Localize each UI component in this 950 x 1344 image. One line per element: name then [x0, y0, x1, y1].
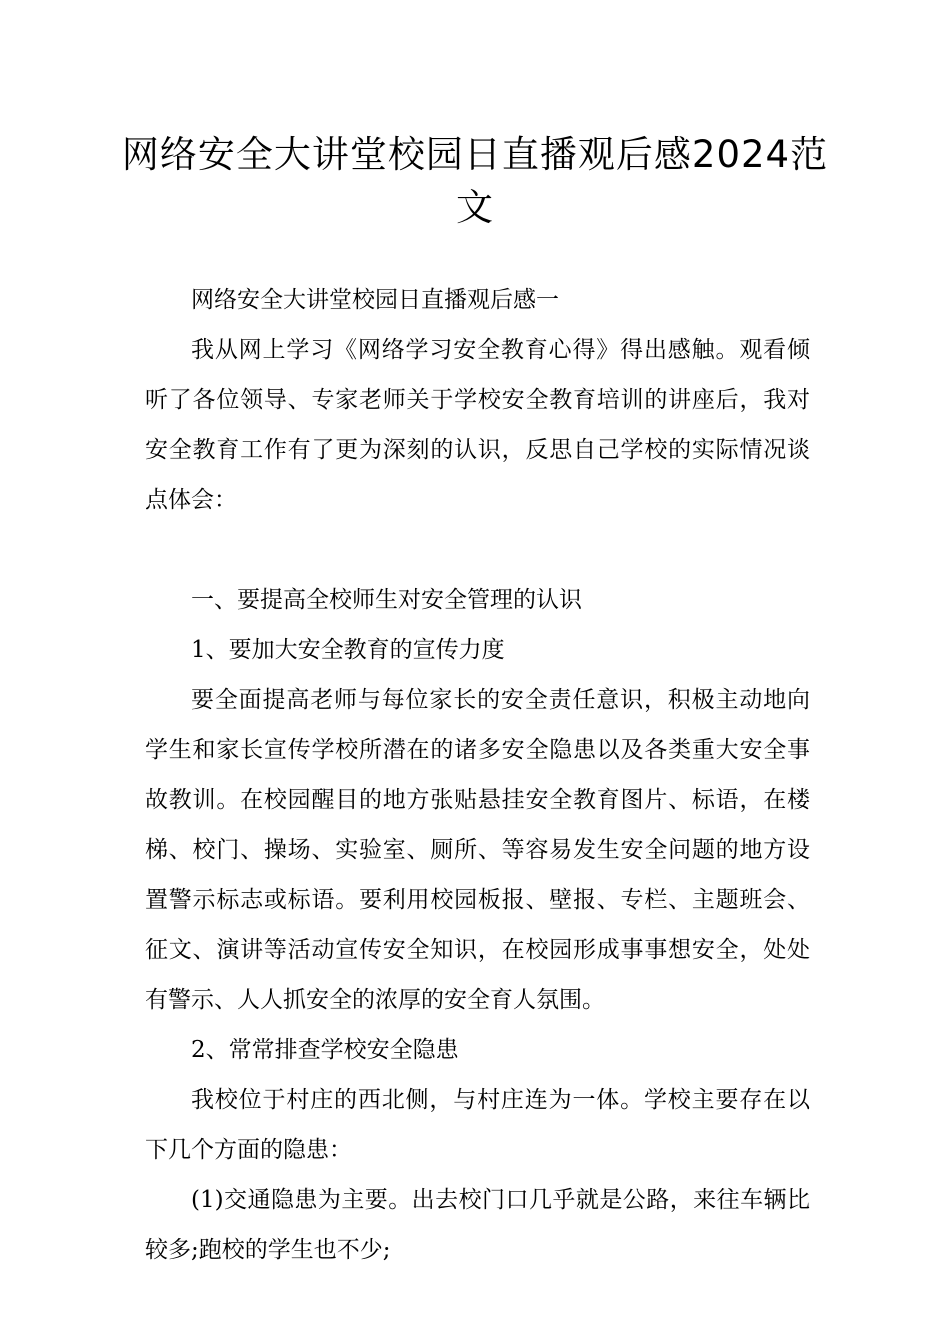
document-body: [145, 275, 810, 1275]
paragraph-location: 我校位于村庄的西北侧，与村庄连为一体。学校主要存在以下几个方面的隐患：: [145, 1087, 810, 1163]
paragraph-intro: 我从网上学习《网络学习安全教育心得》得出感触。观看倾听了各位领导、专家老师关于学校安全教育培训的讲座后，我对安全教育工作有了更为深刻的认识，反思自己学校的实际情况谈点体会：: [145, 337, 810, 513]
subsection-heading: 1、要加大安全教育的宣传力度: [191, 637, 505, 663]
paragraph-traffic: (1)交通隐患为主要。出去校门口几乎就是公路，来往车辆比较多;跑校的学生也不少;: [145, 1187, 810, 1263]
document-title: 网络安全大讲堂校园日直播观后感2024范文: [121, 133, 829, 229]
subsection-heading: 2、常常排查学校安全隐患: [191, 1037, 459, 1063]
section-heading: 网络安全大讲堂校园日直播观后感一: [191, 287, 559, 313]
paragraph-publicity: 要全面提高老师与每位家长的安全责任意识，积极主动地向学生和家长宣传学校所潜在的诸多安全隐患以及各类重大安全事故教训。在校园醒目的地方张贴悬挂安全教育图片、标语，在楼梯、校门、操场、实验室、厕所、等容易发生安全问题的地方设置警示标志或标语。要利用校园板报、壁报、专栏、主题班会、征文、演讲等活动宣传安全知识，在校园形成事事想安全，处处有警示、人人抓安全的浓厚的安全育人氛围。: [145, 687, 810, 1013]
section-heading: 一、要提高全校师生对安全管理的认识: [191, 587, 582, 613]
